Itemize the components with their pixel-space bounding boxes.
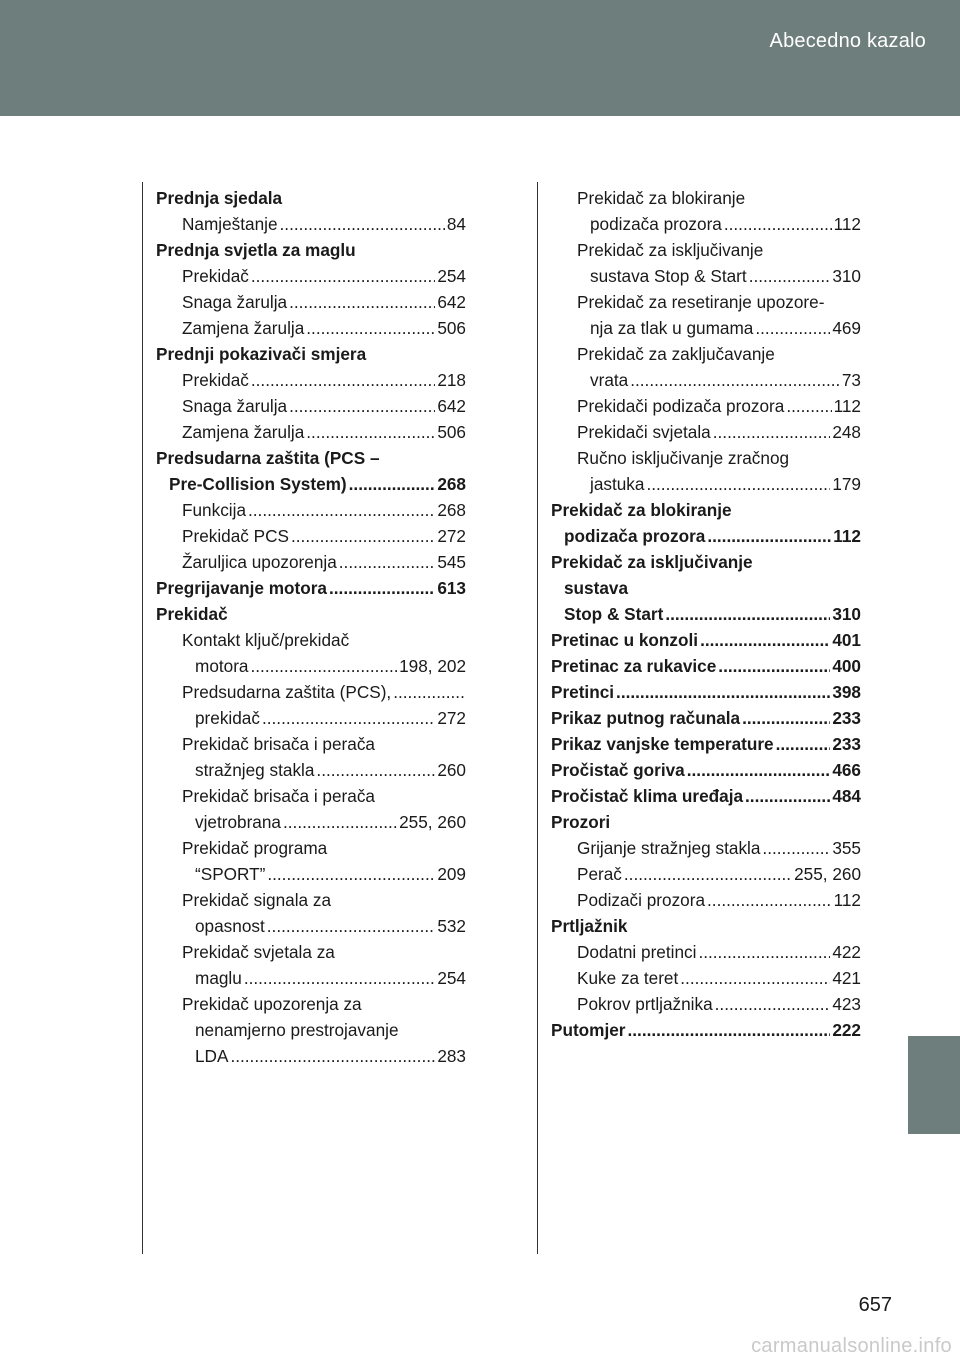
- entry-term: Prikaz vanjske temperature: [551, 734, 774, 754]
- dot-leader: [267, 861, 435, 887]
- index-entry: [156, 939, 466, 965]
- dot-leader: [700, 627, 830, 653]
- entry-term: Ručno isključivanje zračnog: [577, 448, 790, 468]
- dot-leader: [349, 471, 436, 497]
- index-entry: [156, 627, 466, 653]
- index-entry: [551, 939, 861, 965]
- dot-leader: [251, 653, 398, 679]
- entry-term: Žaruljica upozorenja: [182, 552, 337, 572]
- entry-term: Prozori: [551, 812, 611, 832]
- entry-term: Prekidači svjetala: [577, 422, 711, 442]
- entry-page: 421: [832, 968, 861, 988]
- entry-term: Putomjer: [551, 1020, 626, 1040]
- entry-term: Pretinac u konzoli: [551, 630, 699, 650]
- dot-leader: [745, 783, 830, 809]
- index-entry: [156, 887, 466, 913]
- entry-term: motora: [195, 656, 249, 676]
- entry-page: 255, 260: [794, 864, 861, 884]
- index-entry: [156, 445, 466, 471]
- entry-page: 506: [437, 318, 466, 338]
- index-entry: [156, 289, 466, 315]
- index-entry: [551, 783, 861, 809]
- dot-leader: [742, 705, 830, 731]
- dot-leader: [339, 549, 436, 575]
- dot-leader: [718, 653, 830, 679]
- entry-term: Prekidač upozorenja za: [182, 994, 362, 1014]
- index-entry: [156, 393, 466, 419]
- index-entry: [156, 185, 466, 211]
- index-entry: [551, 289, 861, 315]
- index-entry: [156, 601, 466, 627]
- dot-leader: [624, 861, 792, 887]
- dot-leader: [786, 393, 831, 419]
- index-entry: [551, 1017, 861, 1043]
- index-entry: [156, 419, 466, 445]
- entry-term: Prtljažnik: [551, 916, 628, 936]
- index-entry: [156, 575, 466, 601]
- entry-page: 506: [437, 422, 466, 442]
- dot-leader: [616, 679, 830, 705]
- entry-term: Pre-Collision System): [169, 474, 347, 494]
- chapter-tab: [908, 1036, 960, 1134]
- index-entry: [551, 809, 861, 835]
- entry-page: 310: [832, 266, 861, 286]
- index-entry: [156, 523, 466, 549]
- dot-leader: [762, 835, 830, 861]
- index-entry: [551, 627, 861, 653]
- entry-term: vrata: [590, 370, 629, 390]
- entry-term: sustava: [564, 578, 629, 598]
- index-entry: [551, 757, 861, 783]
- entry-page: 112: [833, 890, 861, 910]
- entry-term: podizača prozora: [590, 214, 722, 234]
- entry-page: 268: [437, 474, 466, 494]
- dot-leader: [665, 601, 830, 627]
- entry-page: 112: [833, 396, 861, 416]
- entry-term: Grijanje stražnjeg stakla: [577, 838, 761, 858]
- index-entry: [551, 991, 861, 1017]
- index-entry: [156, 705, 466, 731]
- entry-page: 254: [437, 968, 466, 988]
- entry-page: 423: [832, 994, 861, 1014]
- dot-leader: [291, 523, 435, 549]
- index-entry: [156, 1043, 466, 1069]
- dot-leader: [698, 939, 830, 965]
- entry-term: Prekidači podizača prozora: [577, 396, 785, 416]
- dot-leader: [230, 1043, 435, 1069]
- entry-page: 73: [841, 370, 861, 390]
- entry-term: sustava Stop & Start: [590, 266, 747, 286]
- index-entry: [156, 861, 466, 887]
- entry-term: opasnost: [195, 916, 265, 936]
- entry-term: Pročistač klima uređaja: [551, 786, 744, 806]
- entry-term: Predsudarna zaštita (PCS),: [182, 682, 392, 702]
- entry-term: Prekidač: [156, 604, 228, 624]
- entry-term: Pretinci: [551, 682, 615, 702]
- entry-term: Prekidač za zaključavanje: [577, 344, 775, 364]
- entry-term: prekidač: [195, 708, 260, 728]
- index-entry: [156, 549, 466, 575]
- section-title: Abecedno kazalo: [769, 30, 926, 52]
- entry-page: 112: [833, 526, 861, 546]
- entry-page: 422: [832, 942, 861, 962]
- entry-term: jastuka: [590, 474, 645, 494]
- entry-page: 112: [833, 214, 861, 234]
- index-entry: [551, 341, 861, 367]
- entry-page: 222: [832, 1020, 861, 1040]
- column-divider-left: [142, 182, 143, 1254]
- index-entry: [156, 1017, 466, 1043]
- entry-term: Pokrov prtljažnika: [577, 994, 713, 1014]
- entry-term: Prekidač brisača i perača: [182, 734, 375, 754]
- index-entry: [551, 575, 861, 601]
- index-entry: [156, 991, 466, 1017]
- dot-leader: [262, 705, 435, 731]
- entry-page: 532: [437, 916, 466, 936]
- index-entry: [551, 211, 861, 237]
- index-entry: [551, 315, 861, 341]
- entry-page: 272: [437, 708, 466, 728]
- entry-term: Zamjena žarulja: [182, 422, 305, 442]
- entry-term: Snaga žarulja: [182, 292, 288, 312]
- entry-term: Pregrijavanje motora: [156, 578, 327, 598]
- entry-term: Namještanje: [182, 214, 278, 234]
- dot-leader: [393, 679, 464, 705]
- index-entry: [551, 497, 861, 523]
- dot-leader: [251, 263, 435, 289]
- entry-term: Prekidač za resetiranje upozore-: [577, 292, 825, 312]
- entry-page: 398: [832, 682, 861, 702]
- dot-leader: [283, 809, 397, 835]
- entry-term: stražnjeg stakla: [195, 760, 315, 780]
- index-entry: [156, 497, 466, 523]
- entry-page: 466: [832, 760, 861, 780]
- entry-page: 248: [832, 422, 861, 442]
- index-entry: [551, 419, 861, 445]
- dot-leader: [715, 991, 831, 1017]
- index-entry: [551, 549, 861, 575]
- entry-page: 310: [832, 604, 861, 624]
- entry-term: “SPORT”: [195, 864, 266, 884]
- index-entry: [156, 809, 466, 835]
- index-entry: [551, 887, 861, 913]
- entry-term: Prekidač za isključivanje: [577, 240, 764, 260]
- index-entry: [156, 731, 466, 757]
- watermark: carmanualsonline.info: [751, 1335, 952, 1357]
- index-entry: [156, 965, 466, 991]
- index-entry: [551, 653, 861, 679]
- index-entry: [551, 367, 861, 393]
- entry-page: 260: [437, 760, 466, 780]
- index-entry: [551, 679, 861, 705]
- entry-term: Prikaz putnog računala: [551, 708, 741, 728]
- dot-leader: [776, 731, 831, 757]
- entry-page: 218: [437, 370, 466, 390]
- dot-leader: [630, 367, 840, 393]
- index-entry: [156, 471, 466, 497]
- index-entry: [156, 913, 466, 939]
- entry-term: Prednji pokazivači smjera: [156, 344, 367, 364]
- dot-leader: [707, 887, 832, 913]
- entry-term: Podizači prozora: [577, 890, 706, 910]
- entry-page: 545: [437, 552, 466, 572]
- index-entry: [551, 835, 861, 861]
- index-entry: [551, 185, 861, 211]
- index-column-left: [156, 185, 466, 1069]
- index-entry: [551, 861, 861, 887]
- dot-leader: [687, 757, 831, 783]
- dot-leader: [749, 263, 831, 289]
- entry-page: 255, 260: [399, 812, 466, 832]
- index-entry: [551, 913, 861, 939]
- entry-term: Prekidač signala za: [182, 890, 332, 910]
- index-entry: [551, 705, 861, 731]
- entry-page: 469: [832, 318, 861, 338]
- dot-leader: [251, 367, 435, 393]
- page-header: [0, 0, 960, 116]
- index-entry: [156, 653, 466, 679]
- index-entry: [551, 393, 861, 419]
- entry-term: Perač: [577, 864, 622, 884]
- entry-term: Prekidač za isključivanje: [551, 552, 753, 572]
- dot-leader: [646, 471, 830, 497]
- entry-page: 283: [437, 1046, 466, 1066]
- entry-page: 400: [832, 656, 861, 676]
- dot-leader: [680, 965, 830, 991]
- index-entry: [156, 211, 466, 237]
- entry-page: 233: [832, 734, 861, 754]
- dot-leader: [724, 211, 832, 237]
- entry-page: 198, 202: [399, 656, 466, 676]
- entry-page: 642: [437, 396, 466, 416]
- entry-term: Prekidač: [182, 370, 249, 390]
- index-entry: [156, 237, 466, 263]
- dot-leader: [244, 965, 436, 991]
- index-entry: [551, 523, 861, 549]
- dot-leader: [267, 913, 436, 939]
- dot-leader: [628, 1017, 831, 1043]
- index-entry: [156, 835, 466, 861]
- entry-page: 233: [832, 708, 861, 728]
- index-entry: [551, 601, 861, 627]
- entry-term: nja za tlak u gumama: [590, 318, 754, 338]
- entry-term: Prekidač svjetala za: [182, 942, 335, 962]
- dot-leader: [306, 419, 435, 445]
- dot-leader: [707, 523, 831, 549]
- entry-term: Prekidač za blokiranje: [551, 500, 732, 520]
- dot-leader: [289, 393, 435, 419]
- entry-term: Pročistač goriva: [551, 760, 685, 780]
- entry-page: 268: [437, 500, 466, 520]
- index-entry: [156, 783, 466, 809]
- index-column-right: [551, 185, 861, 1043]
- column-divider-right: [537, 182, 538, 1254]
- entry-term: nenamjerno prestrojavanje: [195, 1020, 399, 1040]
- dot-leader: [248, 497, 435, 523]
- index-entry: [156, 341, 466, 367]
- entry-page: 254: [437, 266, 466, 286]
- dot-leader: [306, 315, 435, 341]
- entry-page: 209: [437, 864, 466, 884]
- entry-page: 613: [437, 578, 466, 598]
- page-number: 657: [858, 1294, 892, 1316]
- entry-page: 401: [832, 630, 861, 650]
- dot-leader: [316, 757, 435, 783]
- entry-term: maglu: [195, 968, 242, 988]
- entry-term: Prednja svjetla za maglu: [156, 240, 356, 260]
- entry-term: Funkcija: [182, 500, 246, 520]
- entry-term: Prekidač brisača i perača: [182, 786, 375, 806]
- entry-term: Predsudarna zaštita (PCS –: [156, 448, 380, 468]
- entry-page: 642: [437, 292, 466, 312]
- entry-term: Zamjena žarulja: [182, 318, 305, 338]
- entry-term: Dodatni pretinci: [577, 942, 697, 962]
- dot-leader: [755, 315, 830, 341]
- entry-term: Kontakt ključ/prekidač: [182, 630, 350, 650]
- index-entry: [551, 731, 861, 757]
- index-entry: [156, 367, 466, 393]
- dot-leader: [289, 289, 435, 315]
- entry-term: Prekidač programa: [182, 838, 328, 858]
- index-entry: [551, 471, 861, 497]
- dot-leader: [280, 211, 445, 237]
- entry-term: Snaga žarulja: [182, 396, 288, 416]
- entry-page: 179: [832, 474, 861, 494]
- entry-term: Prekidač za blokiranje: [577, 188, 746, 208]
- entry-term: LDA: [195, 1046, 229, 1066]
- entry-page: 84: [446, 214, 466, 234]
- entry-term: Prednja sjedala: [156, 188, 283, 208]
- entry-term: Kuke za teret: [577, 968, 679, 988]
- dot-leader: [329, 575, 435, 601]
- index-entry: [551, 445, 861, 471]
- index-entry: [551, 263, 861, 289]
- index-entry: [156, 263, 466, 289]
- index-entry: [551, 237, 861, 263]
- dot-leader: [713, 419, 831, 445]
- index-entry: [156, 315, 466, 341]
- entry-page: 484: [832, 786, 861, 806]
- entry-term: Stop & Start: [564, 604, 664, 624]
- index-entry: [156, 679, 466, 705]
- entry-term: Prekidač PCS: [182, 526, 289, 546]
- index-entry: [156, 757, 466, 783]
- entry-term: Pretinac za rukavice: [551, 656, 717, 676]
- entry-term: vjetrobrana: [195, 812, 281, 832]
- entry-page: 272: [437, 526, 466, 546]
- entry-page: 355: [832, 838, 861, 858]
- index-entry: [551, 965, 861, 991]
- entry-term: podizača prozora: [564, 526, 706, 546]
- entry-term: Prekidač: [182, 266, 249, 286]
